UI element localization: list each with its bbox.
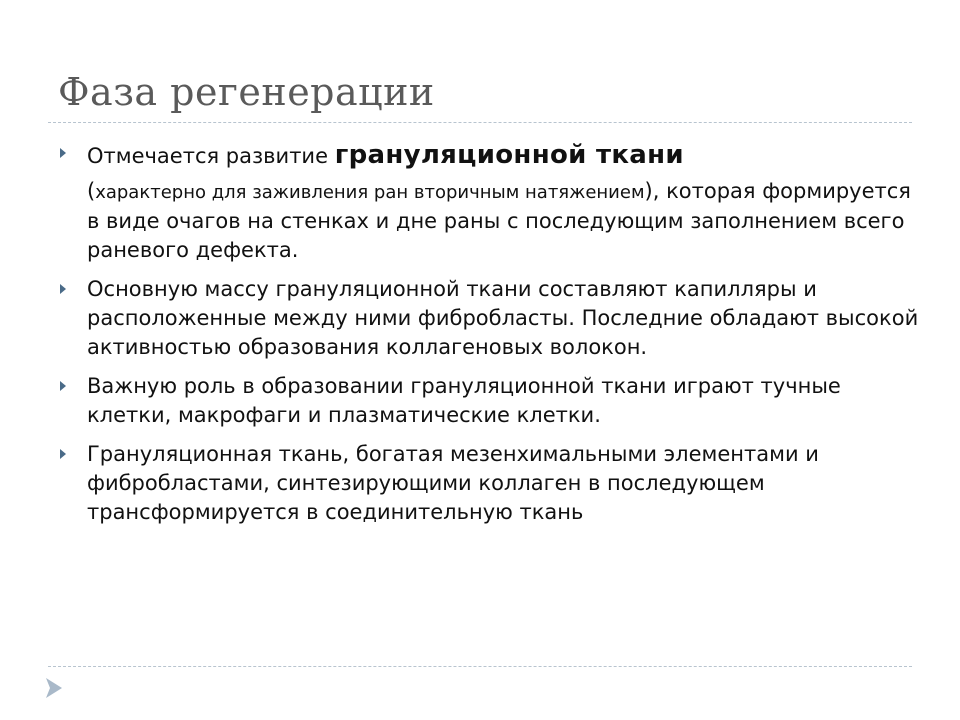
triangle-right-icon bbox=[60, 284, 66, 294]
bullet-parenthetical-text: характерно для заживления ран вторичным натяжением bbox=[95, 182, 645, 203]
bullet-item bbox=[60, 372, 920, 430]
bullet-emphasis-text: грануляционной ткани bbox=[334, 140, 684, 170]
bullet-first-line bbox=[87, 136, 920, 175]
paren-open: ( bbox=[87, 179, 96, 203]
triangle-right-icon bbox=[60, 449, 66, 459]
triangle-right-icon bbox=[60, 148, 66, 158]
bullet-item bbox=[60, 440, 920, 527]
paren-close: ), bbox=[644, 179, 660, 203]
bullet-text: Основную массу грануляционной ткани составляют капилляры и расположенные между ними фибробласты. Последние обладают высокой активностью образования коллагеновых волокон. bbox=[87, 277, 919, 359]
bullet-continuation bbox=[87, 175, 920, 265]
bullet-rest-text: которая формируется в виде очагов на стенках и дне раны с последующим заполнением всего раневого дефекта. bbox=[87, 179, 911, 262]
nav-arrow-icon[interactable] bbox=[44, 676, 64, 700]
triangle-right-icon bbox=[60, 381, 66, 391]
bullet-intro-text: Отмечается развитие bbox=[87, 144, 335, 168]
footer-divider bbox=[48, 666, 912, 667]
bullet-item bbox=[60, 136, 920, 265]
bullet-text: Грануляционная ткань, богатая мезенхимальными элементами и фибробластами, синтезирующими коллаген в последующем трансформируется в соединительную ткань bbox=[87, 442, 819, 524]
bullet-text: Важную роль в образовании грануляционной ткани играют тучные клетки, макрофаги и плазматические клетки. bbox=[87, 374, 841, 427]
bullet-list bbox=[60, 136, 920, 537]
bullet-item bbox=[60, 275, 920, 362]
slide-title: Фаза регенерации bbox=[58, 70, 435, 114]
title-divider bbox=[48, 122, 912, 123]
